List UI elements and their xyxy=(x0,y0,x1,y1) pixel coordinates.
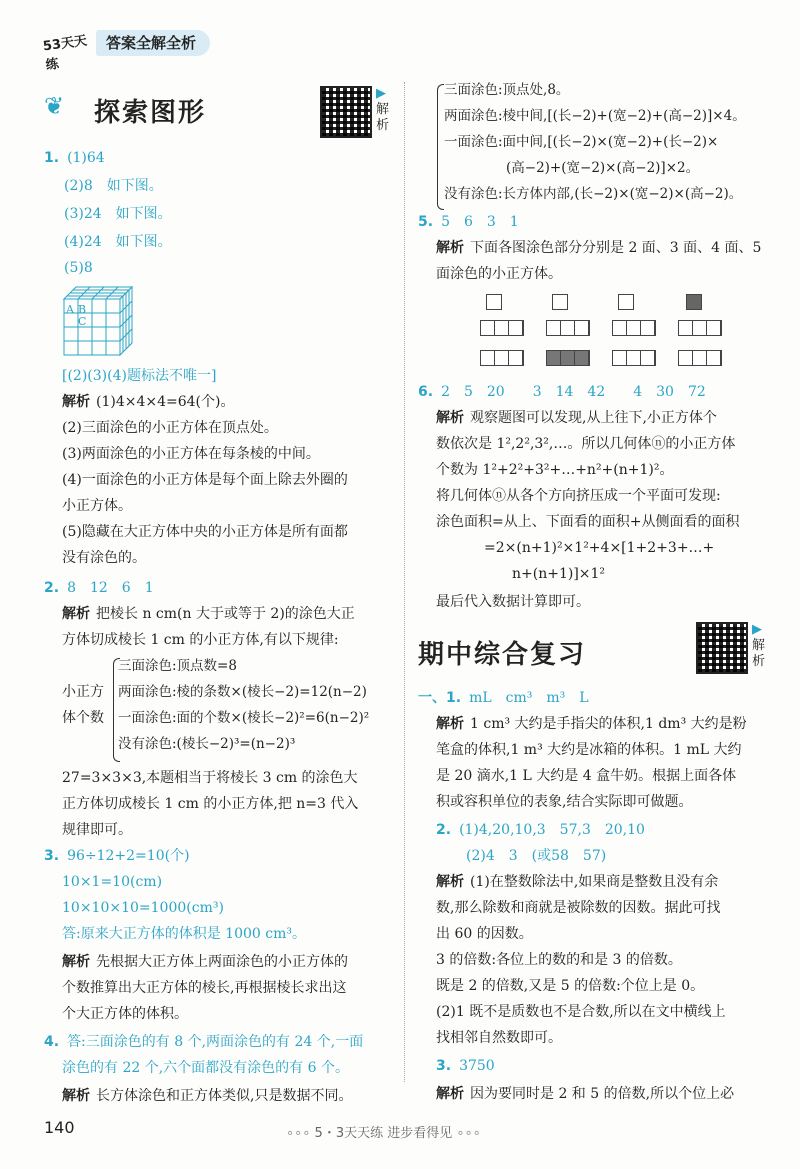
q1-jiexi-7: 没有涂色的。 xyxy=(62,550,146,566)
figure-row-7 xyxy=(612,350,656,366)
right-brace xyxy=(437,84,444,210)
q6-jiexi-5: 涂色面积=从上、下面看的面积+从侧面看的面积 xyxy=(436,514,740,530)
qr-label-2-1: 解 xyxy=(752,638,766,653)
figure-cube-4 xyxy=(686,294,702,310)
figure-cube-3 xyxy=(618,294,634,310)
q5-jiexi-2: 面涂色的小正方体。 xyxy=(436,266,562,282)
qr-code-2[interactable] xyxy=(696,622,748,674)
jiexi-text: 先根据大正方体上两面涂色的小正方体的 xyxy=(96,954,348,970)
figure-row-5 xyxy=(480,350,524,366)
cube-label-b: B xyxy=(78,303,87,316)
p1-num: 一、1. xyxy=(418,690,462,706)
jiexi-label: 解析 xyxy=(436,874,464,890)
qr-label-2 xyxy=(752,622,765,670)
jiexi-text: 长方体涂色和正方体类似,只是数据不同。 xyxy=(96,1088,353,1104)
cube-figure xyxy=(60,283,136,359)
q2-after-2: 正方体切成棱长 1 cm 的小正方体,把 n=3 代入 xyxy=(62,796,359,812)
q3-line-4: 答:原来大正方体的体积是 1000 cm³。 xyxy=(62,926,306,942)
q3-jiexi-3: 个大正方体的体积。 xyxy=(62,1006,188,1022)
play-icon-2: ▶ xyxy=(752,622,762,637)
q4-num: 4. xyxy=(44,1034,60,1050)
q4-line-1 xyxy=(44,1032,363,1052)
figure-cube-1 xyxy=(486,294,502,310)
q1-jiexi-2: (2)三面涂色的小正方体在顶点处。 xyxy=(62,420,278,436)
qr-label-2-2: 析 xyxy=(752,654,766,669)
right-brace-3: 一面涂色:面中间,[(长−2)×(宽−2)+(长−2)× xyxy=(444,134,719,150)
right-brace-4: (高−2)+(宽−2)×(高−2)]×2。 xyxy=(506,160,700,176)
q2-brace-2: 两面涂色:棱的条数×(棱长−2)=12(n−2) xyxy=(118,684,367,700)
q2-brace-1: 三面涂色:顶点数=8 xyxy=(118,658,237,674)
p2-jiexi-1 xyxy=(436,872,718,892)
cube-label-a: A xyxy=(66,303,74,316)
q6-answer: 2 5 20 3 14 42 4 30 72 xyxy=(441,384,706,400)
q6-jiexi-6: =2×(n+1)²×1²+4×[1+2+3+…+ xyxy=(484,540,715,556)
figure-row-2 xyxy=(546,320,590,336)
q5-jiexi-1 xyxy=(436,238,761,258)
p2-jiexi-6: (2)1 既不是质数也不是合数,所以在文中横线上 xyxy=(436,1004,726,1020)
q4-answer-1: 答:三面涂色的有 8 个,两面涂色的有 24 个,一面 xyxy=(67,1034,364,1050)
page-number: 140 xyxy=(44,1118,75,1137)
q1-num: 1. xyxy=(44,150,60,166)
figure-row-4 xyxy=(678,320,722,336)
q2-brace-4: 没有涂色:(棱长−2)³=(n−2)³ xyxy=(118,736,296,752)
p3-answer: 3750 xyxy=(459,1058,495,1074)
q2-jiexi-2: 方体切成棱长 1 cm 的小正方体,有以下规律: xyxy=(62,632,339,648)
q2-jiexi-1 xyxy=(62,604,355,624)
q3-line-1 xyxy=(44,846,190,866)
jiexi-text: 把棱长 n cm(n 大于或等于 2)的涂色大正 xyxy=(96,606,355,622)
p3-jiexi-1 xyxy=(436,1084,734,1104)
q1-note: [(2)(3)(4)题标法不唯一] xyxy=(62,368,217,384)
section2-title: 期中综合复习 xyxy=(418,640,587,670)
q3-jiexi-1 xyxy=(62,952,348,972)
q4-line-2: 涂色的有 22 个,六个面都没有涂色的有 6 个。 xyxy=(62,1060,349,1076)
p2-num: 2. xyxy=(436,822,452,838)
q1-jiexi-6: (5)隐藏在大正方体中央的小正方体是所有面都 xyxy=(62,524,348,540)
q2-brace-3: 一面涂色:面的个数×(棱长−2)²=6(n−2)² xyxy=(118,710,370,726)
figure-row-8 xyxy=(678,350,722,366)
q6-num: 6. xyxy=(418,384,434,400)
figure-row-3 xyxy=(612,320,656,336)
leaf-icon: ❦ xyxy=(44,92,65,120)
qr-label-1: 解 xyxy=(376,102,390,117)
q4-jiexi-1 xyxy=(62,1086,352,1106)
footer-slogan xyxy=(286,1122,481,1141)
p2-answer-1: (1)4,20,10,3 57,3 20,10 xyxy=(459,822,645,838)
footer-dots-left: ∘∘∘ xyxy=(286,1126,315,1141)
q5-line xyxy=(418,212,519,232)
jiexi-label: 解析 xyxy=(436,240,464,256)
q2-brace-lead-2: 体个数 xyxy=(62,710,104,726)
p2-jiexi-4: 3 的倍数:各位上的数的和是 3 的倍数。 xyxy=(436,952,682,968)
q5-num: 5. xyxy=(418,214,434,230)
right-brace-1: 三面涂色:顶点处,8。 xyxy=(444,82,570,98)
jiexi-label: 解析 xyxy=(436,410,464,426)
jiexi-label: 解析 xyxy=(62,954,90,970)
jiexi-text: (1)4×4×4=64(个)。 xyxy=(96,394,235,410)
q1-line-2: (2)8 如下图。 xyxy=(64,178,163,194)
qr-code[interactable] xyxy=(320,86,372,138)
jiexi-text: 1 cm³ 大约是手指尖的体积,1 dm³ 大约是粉 xyxy=(470,716,747,732)
q5-answer: 5 6 3 1 xyxy=(441,214,519,230)
q6-jiexi-8: 最后代入数据计算即可。 xyxy=(436,594,590,610)
q1-line-1 xyxy=(44,148,105,168)
jiexi-text: 观察题图可以发现,从上往下,小正方体个 xyxy=(470,410,717,426)
p1-line xyxy=(418,688,589,708)
qr-label xyxy=(376,86,389,134)
footer-dots-right: ∘∘∘ xyxy=(452,1126,481,1141)
qr-label-2: 析 xyxy=(376,118,390,133)
q3-jiexi-2: 个数推算出大正方体的棱长,再根据棱长求出这 xyxy=(62,980,347,996)
jiexi-label: 解析 xyxy=(436,1086,464,1102)
p1-answer: mL cm³ m³ L xyxy=(469,690,589,706)
footer-slogan-text: 5・3天天练 进步看得见 xyxy=(314,1126,453,1141)
q6-jiexi-1 xyxy=(436,408,717,428)
q1-answer-1: (1)64 xyxy=(67,150,105,166)
right-brace-5: 没有涂色:长方体内部,(长−2)×(宽−2)×(高−2)。 xyxy=(444,186,743,202)
p2-jiexi-2: 数,那么除数和商就是被除数的因数。据此可找 xyxy=(436,900,721,916)
p2-jiexi-5: 既是 2 的倍数,又是 5 的倍数:个位上是 0。 xyxy=(436,978,705,994)
q6-jiexi-2: 数依次是 1²,2²,3²,…。所以几何体ⓝ的小正方体 xyxy=(436,436,736,452)
q6-jiexi-4: 将几何体ⓝ从各个方向挤压成一个平面可发现: xyxy=(436,488,721,504)
q1-jiexi-3: (3)两面涂色的小正方体在每条棱的中间。 xyxy=(62,446,320,462)
p3-num: 3. xyxy=(436,1058,452,1074)
p2-line-1 xyxy=(436,820,645,840)
q6-jiexi-3: 个数为 1²+2²+3²+…+n²+(n+1)²。 xyxy=(436,462,674,478)
q1-line-5: (5)8 xyxy=(64,260,93,276)
p2-jiexi-7: 找相邻自然数即可。 xyxy=(436,1030,562,1046)
q2-num: 2. xyxy=(44,580,60,596)
p2-line-2: (2)4 3 (或58 57) xyxy=(466,848,607,864)
q3-num: 3. xyxy=(44,848,60,864)
q1-jiexi-4: (4)一面涂色的小正方体是每个面上除去外圈的 xyxy=(62,472,348,488)
q1-line-4: (4)24 如下图。 xyxy=(64,234,172,250)
column-divider xyxy=(404,82,405,1082)
cube-label-c: C xyxy=(78,315,87,328)
figure-cube-2 xyxy=(552,294,568,310)
p1-jiexi-2: 笔盒的体积,1 m³ 大约是冰箱的体积。1 mL 大约 xyxy=(436,742,742,758)
jiexi-label: 解析 xyxy=(62,606,90,622)
q2-line xyxy=(44,578,154,598)
p1-jiexi-4: 积或容积单位的表象,结合实际即可做题。 xyxy=(436,794,693,810)
jiexi-label: 解析 xyxy=(62,1088,90,1104)
header-badge xyxy=(96,30,210,56)
q3-line-3: 10×10×10=1000(cm³) xyxy=(62,900,224,916)
figure-row-1 xyxy=(480,320,524,336)
q6-line xyxy=(418,382,706,402)
jiexi-text: 下面各图涂色部分分别是 2 面、3 面、4 面、5 xyxy=(470,240,762,256)
q3-line-2: 10×1=10(cm) xyxy=(62,874,163,890)
p2-jiexi-3: 出 60 的因数。 xyxy=(436,926,533,942)
section-title: 探索图形 xyxy=(94,98,207,128)
q2-after-3: 规律即可。 xyxy=(62,822,132,838)
header-badge-text: 答案全解全析 xyxy=(106,34,197,52)
figure-row-6 xyxy=(546,350,590,366)
brand-text: 53天天练 xyxy=(42,33,88,74)
q6-jiexi-7: n+(n+1)]×1² xyxy=(512,566,606,582)
jiexi-label: 解析 xyxy=(436,716,464,732)
play-icon: ▶ xyxy=(376,86,386,101)
q2-brace-lead-1: 小正方 xyxy=(62,684,104,700)
p3-line xyxy=(436,1056,495,1076)
q2-answer: 8 12 6 1 xyxy=(67,580,154,596)
q2-after-1: 27=3×3×3,本题相当于将棱长 3 cm 的涂色大 xyxy=(62,770,358,786)
q1-jiexi-5: 小正方体。 xyxy=(62,498,132,514)
q1-jiexi-1 xyxy=(62,392,234,412)
jiexi-label: 解析 xyxy=(62,394,90,410)
jiexi-text: (1)在整数除法中,如果商是整数且没有余 xyxy=(470,874,719,890)
q3-answer-1: 96÷12+2=10(个) xyxy=(67,848,190,864)
q1-line-3: (3)24 如下图。 xyxy=(64,206,172,222)
p1-jiexi-1 xyxy=(436,714,747,734)
brand-logo xyxy=(42,26,94,74)
jiexi-text: 因为要同时是 2 和 5 的倍数,所以个位上必 xyxy=(470,1086,735,1102)
right-brace-2: 两面涂色:棱中间,[(长−2)+(宽−2)+(高−2)]×4。 xyxy=(444,108,746,124)
p1-jiexi-3: 是 20 滴水,1 L 大约是 4 盒牛奶。根据上面各体 xyxy=(436,768,737,784)
